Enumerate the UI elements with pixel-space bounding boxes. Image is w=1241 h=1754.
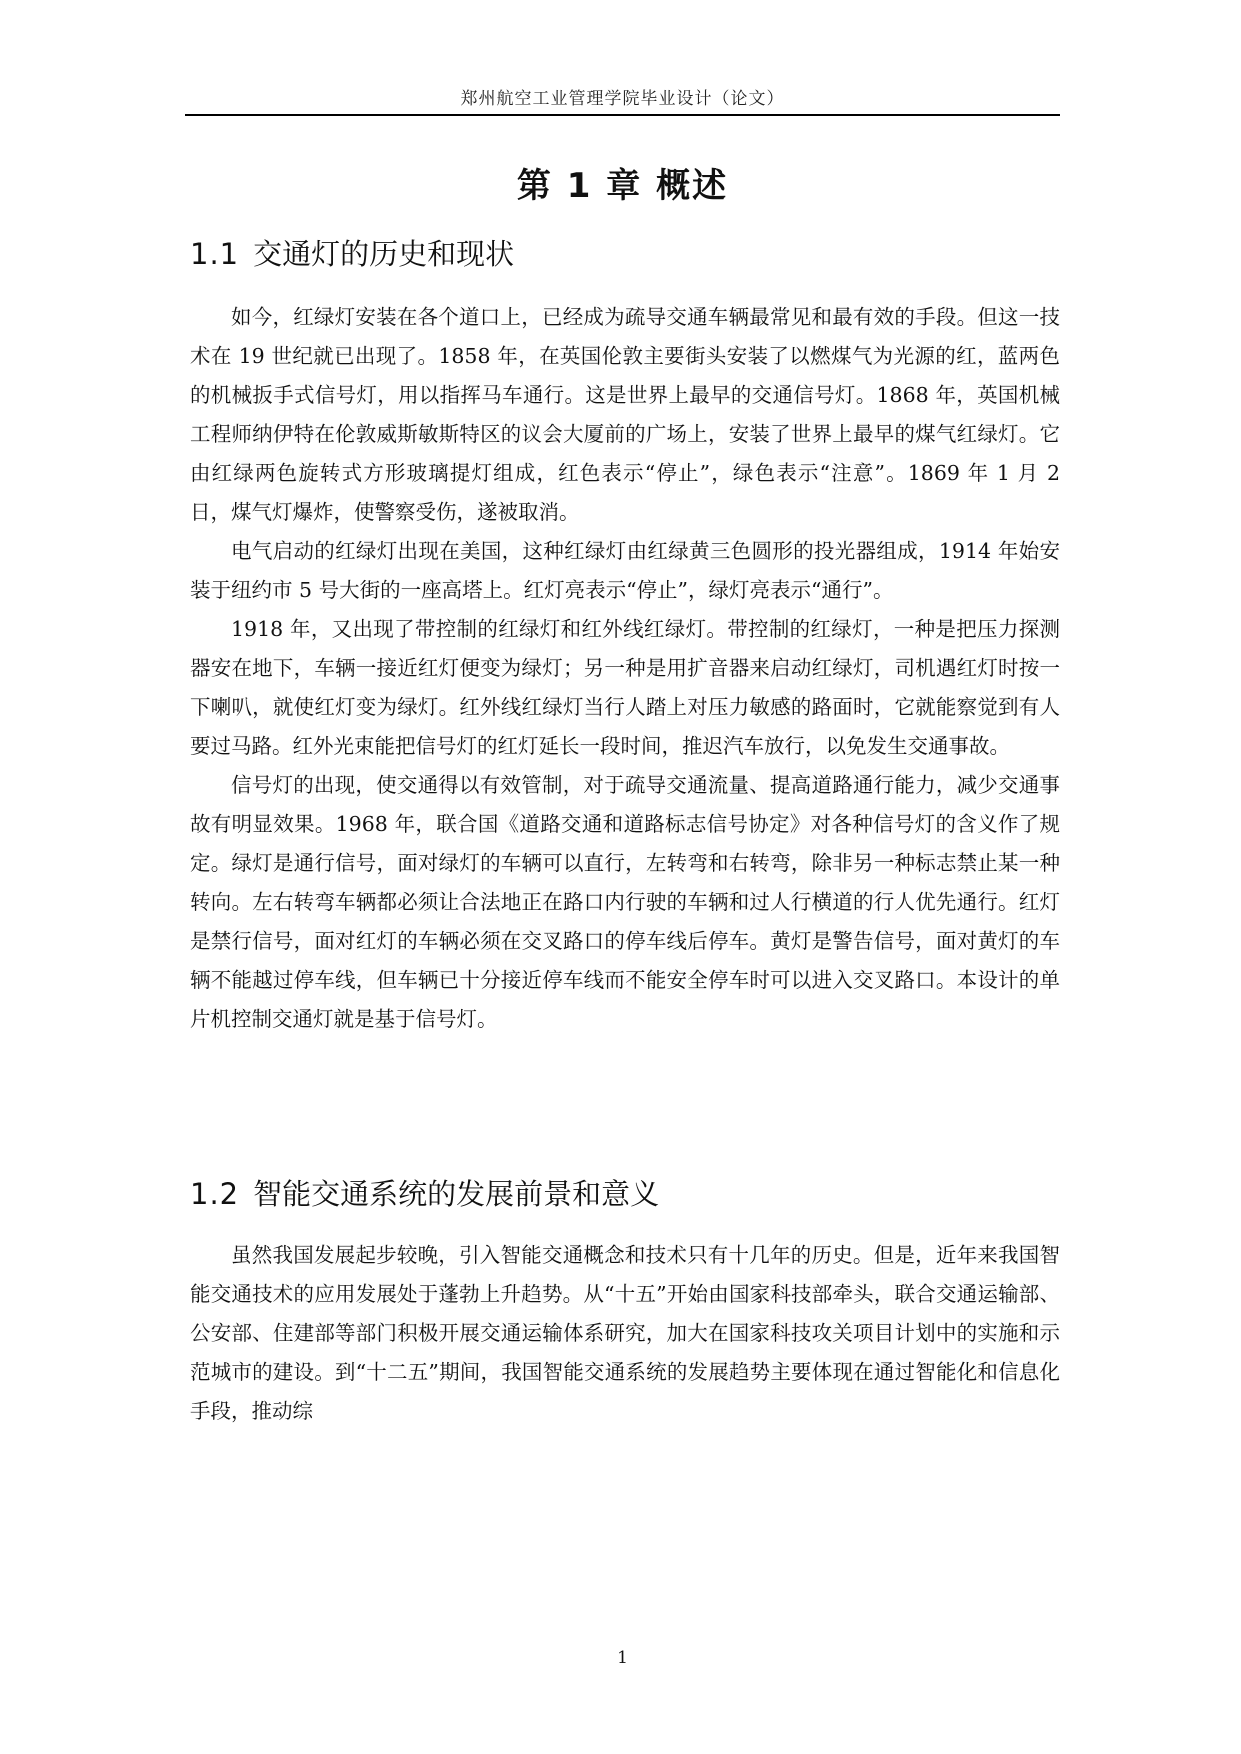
section-title-text: 智能交通系统的发展前景和意义 (253, 1177, 660, 1211)
section-heading-1-1 (190, 232, 1060, 273)
section-title-text: 交通灯的历史和现状 (253, 237, 515, 271)
paragraph: 如今，红绿灯安装在各个道口上，已经成为疏导交通车辆最常见和最有效的手段。但这一技术在 19 世纪就已出现了。1858 年，在英国伦敦主要街头安装了以燃煤气为光源的红，蓝两色的机械扳手式信号灯，用以指挥马车通行。这是世界上最早的交通信号灯。1868 年，英国机械工程师纳伊特在伦敦威斯敏斯特区的议会大厦前的广场上，安装了世界上最早的煤气红绿灯。它由红绿两色旋转式方形玻璃提灯组成，红色表示“停止”，绿色表示“注意”。1869 年 1 月 2 日，煤气灯爆炸，使警察受伤，遂被取消。 (190, 305, 1060, 524)
section-body-1-2 (190, 1236, 1060, 1431)
page-number: 1 (617, 1648, 628, 1668)
section-number: 1.2 (190, 1177, 240, 1211)
running-header: 郑州航空工业管理学院毕业设计（论文） (460, 89, 785, 109)
header-rule (185, 114, 1060, 116)
paragraph: 信号灯的出现，使交通得以有效管制，对于疏导交通流量、提高道路通行能力，减少交通事故有明显效果。1968 年，联合国《道路交通和道路标志信号协定》对各种信号灯的含义作了规定。绿灯是通行信号，面对绿灯的车辆可以直行，左转弯和右转弯，除非另一种标志禁止某一种转向。左右转弯车辆都必须让合法地正在路口内行驶的车辆和过人行横道的行人优先通行。红灯是禁行信号，面对红灯的车辆必须在交叉路口的停车线后停车。黄灯是警告信号，面对黄灯的车辆不能越过停车线，但车辆已十分接近停车线而不能安全停车时可以进入交叉路口。本设计的单片机控制交通灯就是基于信号灯。 (190, 773, 1060, 1031)
paragraph: 电气启动的红绿灯出现在美国，这种红绿灯由红绿黄三色圆形的投光器组成，1914 年始安装于纽约市 5 号大街的一座高塔上。红灯亮表示“停止”，绿灯亮表示“通行”。 (190, 539, 1060, 602)
section-number: 1.1 (190, 237, 240, 271)
section-body-1-1 (190, 298, 1060, 1039)
paragraph: 虽然我国发展起步较晚，引入智能交通概念和技术只有十几年的历史。但是，近年来我国智能交通技术的应用发展处于蓬勃上升趋势。从“十五”开始由国家科技部牵头，联合交通运输部、公安部、住建部等部门积极开展交通运输体系研究，加大在国家科技攻关项目计划中的实施和示范城市的建设。到“十二五”期间，我国智能交通系统的发展趋势主要体现在通过智能化和信息化手段，推动综 (190, 1243, 1060, 1423)
chapter-title: 第 1 章 概述 (516, 166, 729, 206)
section-heading-1-2 (190, 1172, 1060, 1213)
paragraph: 1918 年，又出现了带控制的红绿灯和红外线红绿灯。带控制的红绿灯，一种是把压力探测器安在地下，车辆一接近红灯便变为绿灯；另一种是用扩音器来启动红绿灯，司机遇红灯时按一下喇叭，就使红灯变为绿灯。红外线红绿灯当行人踏上对压力敏感的路面时，它就能察觉到有人要过马路。红外光束能把信号灯的红灯延长一段时间，推迟汽车放行，以免发生交通事故。 (190, 617, 1060, 758)
